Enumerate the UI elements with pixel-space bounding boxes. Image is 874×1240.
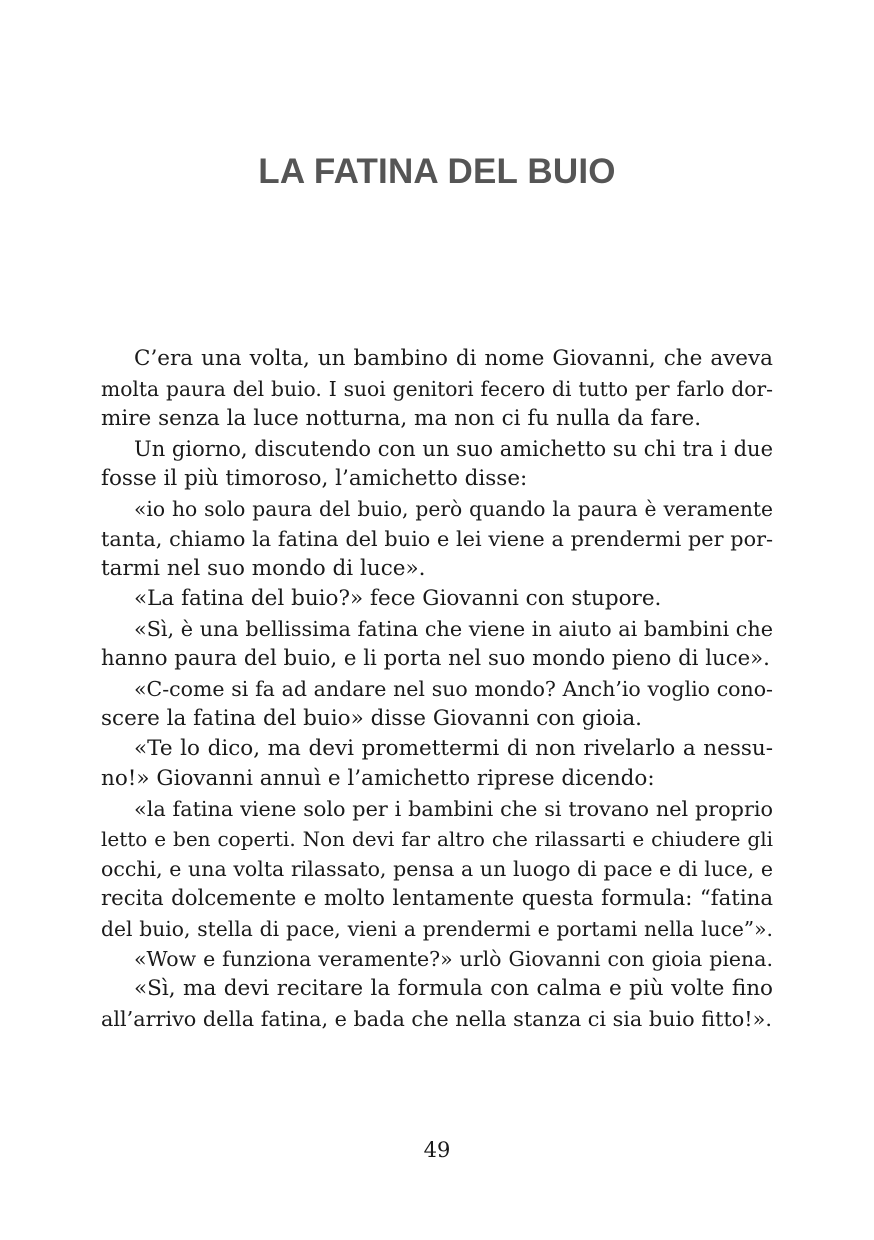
text-line: «Sì, ma devi recitare la formula con calma e più volte fino: [134, 976, 773, 1001]
text-line: Un giorno, discutendo con un suo amichetto su chi tra i due: [134, 437, 773, 461]
text-line: no!» Giovanni annuì e l’amichetto riprese dicendo:: [101, 766, 655, 791]
text-line: del buio, stella di pace, vieni a prendermi e portami nella luce”».: [101, 917, 773, 941]
text-line: «La fatina del buio?» fece Giovanni con stupore.: [134, 586, 662, 611]
text-line: «Wow e funziona veramente?» urlò Giovanni con gioia piena.: [134, 947, 773, 971]
text-line: all’arrivo della fatina, e bada che nella stanza ci sia buio fitto!».: [101, 1007, 772, 1031]
chapter-title: LA FATINA DEL BUIO: [258, 152, 616, 191]
text-line: occhi, e una volta rilassato, pensa a un luogo di pace e di luce, e: [101, 857, 773, 881]
text-line: C’era una volta, un bambino di nome Giovanni, che aveva: [134, 346, 773, 371]
text-line: scere la fatina del buio» disse Giovanni con gioia.: [101, 706, 642, 731]
text-line: «Te lo dico, ma devi promettermi di non rivelarlo a nessu-: [134, 736, 773, 761]
text-line: «io ho solo paura del buio, però quando la paura è veramente: [134, 497, 773, 521]
text-line: «C-come si fa ad andare nel suo mondo? Anch’io voglio cono-: [134, 677, 773, 701]
text-line: molta paura del buio. I suoi genitori fecero di tutto per farlo dor-: [101, 377, 773, 401]
text-line: recita dolcemente e molto lentamente questa formula: “fatina: [101, 886, 773, 911]
text-line: mire senza la luce notturna, ma non ci fu nulla da fare.: [101, 406, 702, 431]
page-number: 49: [423, 1138, 451, 1162]
text-line: hanno paura del buio, e li porta nel suo mondo pieno di luce».: [101, 646, 770, 671]
text-line: fosse il più timoroso, l’amichetto disse:: [101, 466, 528, 491]
text-line: letto e ben coperti. Non devi far altro che rilassarti e chiudere gli: [101, 827, 773, 851]
text-line: «Sì, è una bellissima fatina che viene in aiuto ai bambini che: [134, 617, 773, 641]
chapter-body: [101, 344, 773, 1034]
text-line: tarmi nel suo mondo di luce».: [101, 556, 426, 581]
text-line: tanta, chiamo la fatina del buio e lei viene a prendermi per por-: [101, 527, 773, 551]
text-line: «la fatina viene solo per i bambini che si trovano nel proprio: [134, 797, 773, 821]
